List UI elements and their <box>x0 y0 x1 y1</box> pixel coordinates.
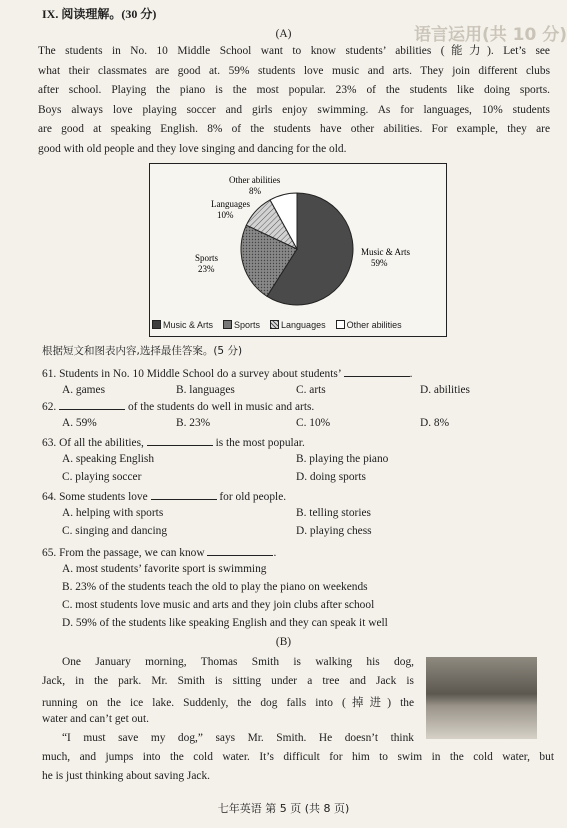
question-stem <box>42 399 314 413</box>
question-stem-text: . <box>273 547 277 559</box>
legend-swatch <box>223 320 232 329</box>
question-stem-text: . <box>409 368 413 380</box>
answer-blank[interactable] <box>147 435 213 446</box>
answer-blank[interactable] <box>207 545 273 556</box>
answer-option[interactable]: B. 23% of the students teach the old to play the piano on weekends <box>62 581 368 593</box>
pie-label-name: Other abilities <box>229 175 281 185</box>
passage-line: “I must save my dog,” says Mr. Smith. He doesn’t think <box>62 732 414 744</box>
passage-line: after school. Playing the piano is the most popular. 23% of the students like doing sports. <box>38 84 550 96</box>
question-stem-text: is the most popular. <box>212 437 305 449</box>
passage-line: water and can’t get out. <box>42 713 150 725</box>
answer-option[interactable]: A. helping with sports <box>62 507 164 519</box>
question-stem <box>42 435 305 449</box>
pie-label-value: 10% <box>217 210 234 220</box>
answer-option[interactable]: C. playing soccer <box>62 471 142 483</box>
instructions: 根据短文和图表内容,选择最佳答案。(5 分) <box>42 345 243 357</box>
passage-line: One January morning, Thomas Smith is walking his dog, <box>62 656 414 668</box>
passage-a-text <box>38 42 550 159</box>
pie-label-value: 59% <box>371 258 388 268</box>
answer-blank[interactable] <box>344 366 410 377</box>
legend-label: Music & Arts <box>163 320 214 330</box>
answer-option[interactable]: C. most students love music and arts and they join clubs after school <box>62 599 375 611</box>
answer-option[interactable]: D. playing chess <box>296 525 372 537</box>
legend-item <box>223 320 260 330</box>
answer-blank[interactable] <box>59 399 125 410</box>
answer-option[interactable]: B. languages <box>176 384 235 396</box>
passage-line: The students in No. 10 Middle School want to know students’ abilities (能力). Let’s see <box>38 45 550 57</box>
legend-label: Other abilities <box>346 320 402 330</box>
answer-option[interactable]: C. arts <box>296 384 326 396</box>
pie-chart <box>149 163 445 323</box>
page-footer: 七年英语 第 5 页 (共 8 页) <box>217 802 350 815</box>
legend-label: Languages <box>281 320 326 330</box>
question-stem <box>42 489 286 503</box>
passage-line: Jack, in the park. Mr. Smith is sitting under a tree and Jack is <box>42 675 414 687</box>
legend-swatch <box>270 320 279 329</box>
answer-option[interactable]: A. 59% <box>62 417 97 429</box>
passage-a-label: (A) <box>275 28 292 40</box>
passage-b-label: (B) <box>275 636 292 648</box>
chart-legend <box>152 320 444 330</box>
legend-item <box>336 320 402 330</box>
question-stem-text: for old people. <box>216 491 287 503</box>
question-stem <box>42 545 276 559</box>
section-title: IX. 阅读理解。(30 分) <box>42 7 157 21</box>
legend-swatch <box>336 320 345 329</box>
legend-item <box>270 320 326 330</box>
passage-line: are good at speaking English. 8% of the students have other abilities. For example, they are <box>38 123 550 135</box>
answer-blank[interactable] <box>151 489 217 500</box>
question-stem-text: 63. Of all the abilities, <box>42 437 147 449</box>
passage-line: what their classmates are good at. 59% students love music and arts. They join different clubs <box>38 64 550 77</box>
answer-option[interactable]: A. games <box>62 384 106 396</box>
answer-option[interactable]: C. 10% <box>296 417 331 429</box>
pie-label-value: 23% <box>198 264 215 274</box>
legend-swatch <box>152 320 161 329</box>
question-stem-text: 64. Some students love <box>42 491 151 503</box>
question-stem <box>42 366 412 380</box>
question-stem-text: of the students do well in music and arts. <box>125 401 315 413</box>
passage-line: much, and jumps into the cold water. It’s difficult for him to swim in the cold water, but <box>42 751 554 763</box>
passage-line: good with old people and they love singing and dancing for the old. <box>38 142 347 155</box>
answer-option[interactable]: D. doing sports <box>296 471 366 483</box>
photo-man-with-dog <box>426 657 537 739</box>
pie-label-name: Languages <box>211 199 250 209</box>
answer-option[interactable]: B. playing the piano <box>296 453 389 465</box>
passage-line: he is just thinking about saving Jack. <box>42 770 210 782</box>
answer-option[interactable]: A. most students’ favorite sport is swimming <box>62 563 267 575</box>
answer-option[interactable]: B. telling stories <box>296 507 371 519</box>
answer-option[interactable]: D. 8% <box>420 417 450 429</box>
answer-option[interactable]: D. 59% of the students like speaking English and they can speak it well <box>62 617 388 629</box>
question-stem-text: 61. Students in No. 10 Middle School do a survey about students’ <box>42 368 344 380</box>
bleed-through-heading: 语言运用(共 10 分) <box>413 25 567 45</box>
pie-label-name: Music & Arts <box>361 247 411 257</box>
answer-option[interactable]: C. singing and dancing <box>62 525 168 537</box>
answer-option[interactable]: B. 23% <box>176 417 211 429</box>
passage-line: running on the ice lake. Suddenly, the dog falls into (掉进) the <box>42 697 414 709</box>
question-stem-text: 65. From the passage, we can know <box>42 547 208 559</box>
question-stem-text: 62. <box>42 401 60 413</box>
pie-label-name: Sports <box>195 253 219 263</box>
legend-item <box>152 320 213 330</box>
answer-option[interactable]: D. abilities <box>420 384 470 396</box>
pie-label-value: 8% <box>249 186 261 196</box>
passage-line: Boys always love playing soccer and girls enjoy swimming. As for languages, 10% students <box>38 103 550 116</box>
answer-option[interactable]: A. speaking English <box>62 453 155 465</box>
legend-label: Sports <box>234 320 261 330</box>
